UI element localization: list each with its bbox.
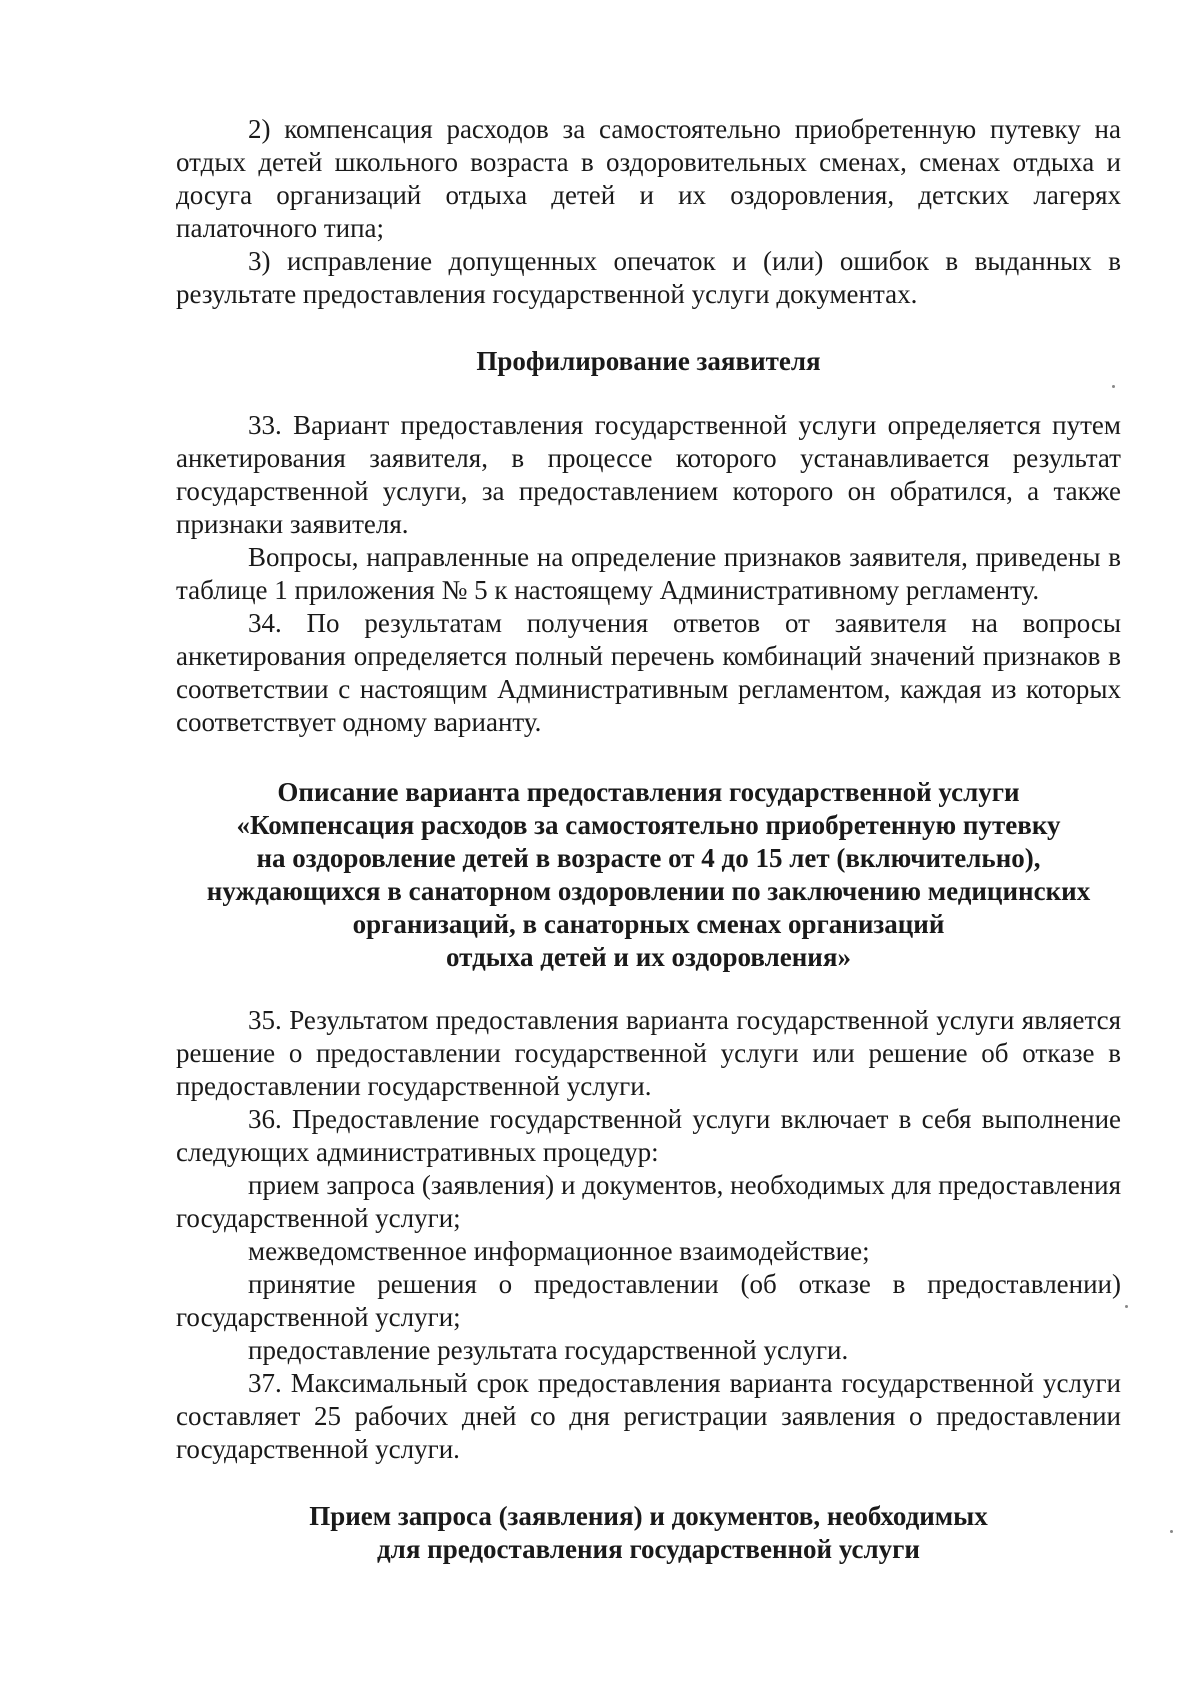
paragraph-37: 37. Максимальный срок предоставления варианта государственной услуги составляет 25 рабочих дней со дня регистрации заявления о предоставлении государственной услуги.	[176, 1368, 1121, 1464]
section-profiling	[176, 409, 1121, 739]
heading-line: организаций, в санаторных сменах организаций	[352, 909, 945, 939]
section-variant	[176, 1004, 1121, 1466]
heading-line: нуждающихся в санаторном оздоровлении по заключению медицинских	[206, 876, 1091, 906]
paragraph-34: 34. По результатам получения ответов от заявителя на вопросы анкетирования определяется полный перечень комбинаций значений признаков в соответствии с настоящим Административным регламентом, каждая из которых соответствует одному варианту.	[176, 608, 1121, 737]
heading-profiling: Профилирование заявителя	[476, 346, 821, 376]
heading-line: для предоставления государственной услуги	[377, 1534, 920, 1564]
heading-line: отдыха детей и их оздоровления»	[446, 942, 851, 972]
procedure-item-4: предоставление результата государственной услуги.	[248, 1335, 849, 1365]
heading-variant-description	[176, 776, 1121, 974]
paragraph-33-questions: Вопросы, направленные на определение признаков заявителя, приведены в таблице 1 приложения № 5 к настоящему Административному регламенту.	[176, 542, 1121, 605]
list-item-3: 3) исправление допущенных опечаток и (или) ошибок в выданных в результате предоставления государственной услуги документах.	[176, 246, 1121, 309]
paragraph-35: 35. Результатом предоставления варианта государственной услуги является решение о предоставлении государственной услуги или решение об отказе в предоставлении государственной услуги.	[176, 1005, 1121, 1101]
heading-line: Описание варианта предоставления государственной услуги	[277, 777, 1020, 807]
heading-request-reception	[176, 1500, 1121, 1566]
procedure-item-3: принятие решения о предоставлении (об отказе в предоставлении) государственной услуги;	[176, 1269, 1121, 1332]
heading-line: на оздоровление детей в возрасте от 4 до 15 лет (включительно),	[256, 843, 1041, 873]
section-result-list	[176, 113, 1121, 311]
heading-line: «Компенсация расходов за самостоятельно приобретенную путевку	[236, 810, 1061, 840]
procedure-item-1: прием запроса (заявления) и документов, необходимых для предоставления государственной услуги;	[176, 1170, 1121, 1233]
scan-speck	[1125, 1305, 1128, 1308]
paragraph-36: 36. Предоставление государственной услуги включает в себя выполнение следующих административных процедур:	[176, 1104, 1121, 1167]
paragraph-33: 33. Вариант предоставления государственной услуги определяется путем анкетирования заявителя, в процессе которого устанавливается результат государственной услуги, за предоставлением которого он обратился, а также признаки заявителя.	[176, 410, 1121, 539]
scan-speck	[1170, 1530, 1173, 1533]
scan-speck	[1112, 385, 1115, 388]
procedure-item-2: межведомственное информационное взаимодействие;	[248, 1236, 870, 1266]
list-item-2: 2) компенсация расходов за самостоятельно приобретенную путевку на отдых детей школьного возраста в оздоровительных сменах, сменах отдыха и досуга организаций отдыха детей и их оздоровления, детских лагерях палаточного типа;	[176, 114, 1121, 243]
heading-line: Прием запроса (заявления) и документов, необходимых	[309, 1501, 988, 1531]
